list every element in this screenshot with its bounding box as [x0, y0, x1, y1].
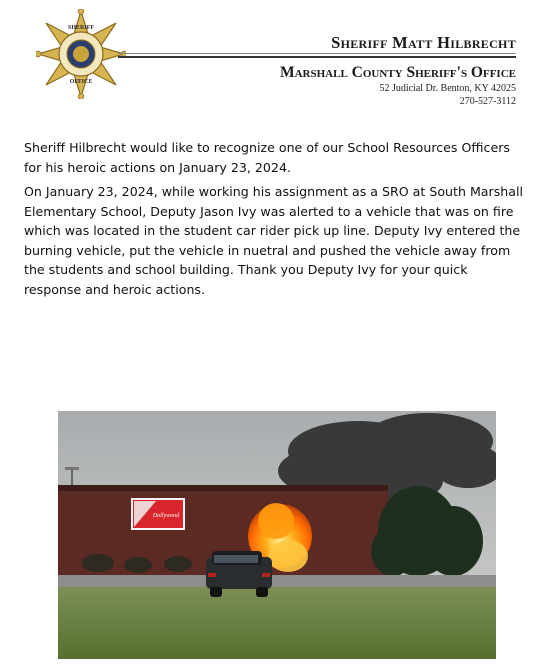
burning-vehicle-photo	[58, 411, 496, 659]
header-rule-thin	[118, 53, 516, 54]
sheriff-star-badge-icon	[36, 9, 126, 99]
paragraph-incident: On January 23, 2024, while working his assignment as a SRO at South Marshall Elementary School, Deputy Jason Ivy was alerted to a vehicle that was on fire which was located in the student car rider pick up line. Deputy Ivy entered the burning vehicle, put the vehicle in nuetral and pushed the vehicle away from the students and school building. Thank you Deputy Ivy for your quick response and heroic actions.	[24, 184, 523, 297]
sign-text: Dollywood	[152, 513, 180, 519]
grass-lawn	[58, 587, 496, 659]
sheriff-name: Sheriff Matt Hilbrecht	[331, 33, 516, 52]
address-line: 52 Judicial Dr. Benton, KY 42025	[379, 83, 516, 94]
header-rule-thick	[118, 56, 516, 58]
office-address	[379, 82, 516, 108]
badge-bottom-text: OFFICE	[69, 79, 93, 85]
paragraph-recognition: Sheriff Hilbrecht would like to recognize one of our School Resources Officers for his heroic actions on January 23, 2024.	[24, 140, 510, 175]
pavement	[58, 575, 496, 589]
phone-number: 270-527-3112	[459, 96, 516, 107]
office-name: Marshall County Sheriff's Office	[279, 64, 516, 81]
badge-top-text: SHERIFF	[67, 25, 95, 31]
